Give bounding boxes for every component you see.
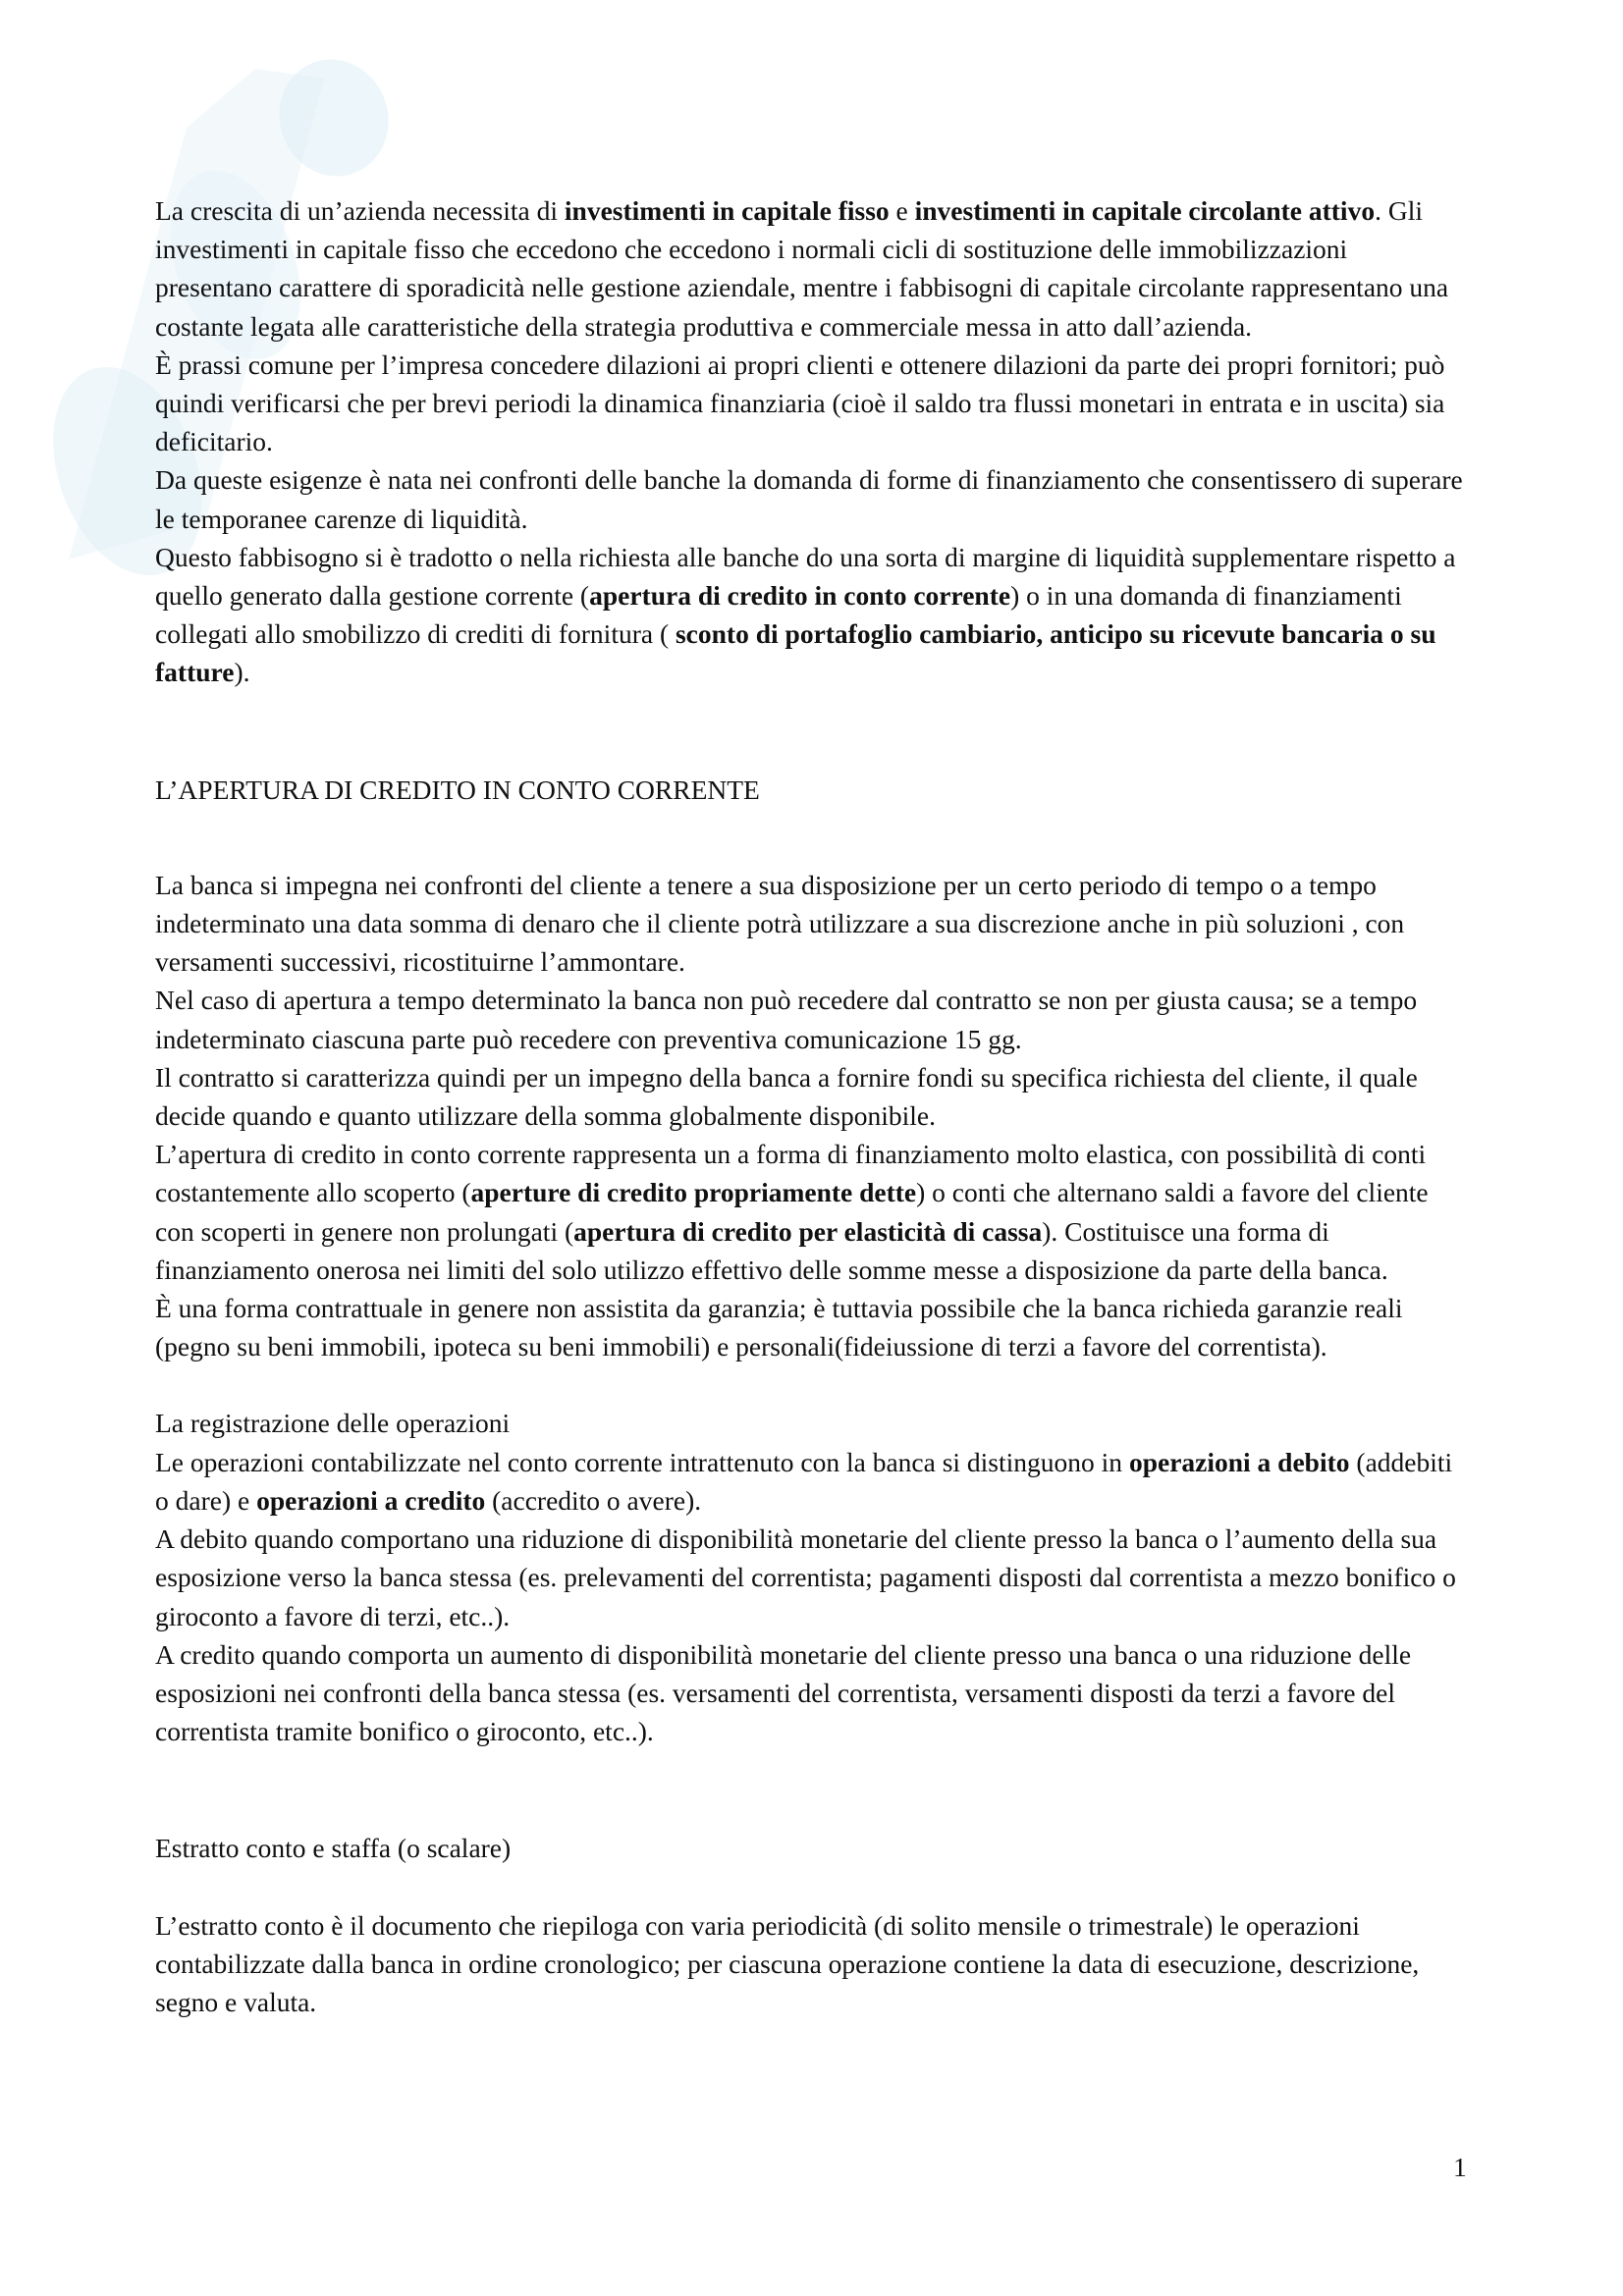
paragraph xyxy=(155,1135,1471,1289)
heading-registrazione: La registrazione delle operazioni xyxy=(155,1408,511,1439)
paragraph xyxy=(155,1289,1471,1365)
apertura-credito-section xyxy=(155,866,1471,1366)
paragraph xyxy=(155,460,1471,537)
text-run: ). Costituisce una forma di finanziamento onerosa nei limiti del solo utilizzo effettivo delle somme messe a disposizione da parte della banca. xyxy=(155,1215,1388,1285)
paragraph xyxy=(155,538,1471,692)
text-run: È prassi comune per l’impresa concedere dilazioni ai propri clienti e ottenere dilazioni da parte dei propri fornitori; può quindi verificarsi che per brevi periodi la dinamica finanziaria (cioè il saldo tra flussi monetari in entrata e in uscita) sia deficitario. xyxy=(155,348,1445,457)
text-run: L’estratto conto è il documento che riepiloga con varia periodicità (di solito mensile o trimestrale) le operazioni contabilizzate dalla banca in ordine cronologico; per ciascuna operazione contiene la data di esecuzione, descrizione, segno e valuta. xyxy=(155,1909,1420,2017)
text-run: e xyxy=(889,195,915,226)
bold-text: investimenti in capitale circolante attivo xyxy=(914,195,1376,226)
text-run: La banca si impegna nei confronti del cliente a tenere a sua disposizione per un certo periodo di tempo o a tempo indeterminato una data somma di denaro che il cliente potrà utilizzare a sua discrezione anche in più soluzioni , con versamenti successivi, ricostituirne l’ammontare. xyxy=(155,869,1405,978)
bold-text: sconto di portafoglio cambiario, anticipo su ricevute bancaria o su fatture xyxy=(155,618,1436,688)
paragraph xyxy=(155,981,1471,1057)
page-number: 1 xyxy=(1453,2152,1467,2182)
heading-estratto-conto: Estratto conto e staffa (o scalare) xyxy=(155,1833,512,1864)
text-run: Questo fabbisogno si è tradotto o nella richiesta alle banche do una sorta di margine di liquidità supplementare rispetto a quello generato dalla gestione corrente ( xyxy=(155,541,1456,612)
paragraph xyxy=(155,866,1471,982)
intro-section xyxy=(155,191,1471,692)
text-run: L’apertura di credito in conto corrente rappresenta un a forma di finanziamento molto elastica, con possibilità di conti costantemente allo scoperto ( xyxy=(155,1139,1427,1208)
text-run: . Gli investimenti in capitale fisso che eccedono che eccedono i normali cicli di sostituzione delle immobilizzazioni presentano carattere di sporadicità nelle gestione aziendale, mentre i fabbisogni di capitale circolante rappresentano una costante legata alle caratteristiche della strategia produttiva e commerciale messa in atto dall’azienda. xyxy=(155,195,1449,342)
paragraph xyxy=(155,1906,1471,2022)
text-run: È una forma contrattuale in genere non assistita da garanzia; è tuttavia possibile che la banca richieda garanzie reali (pegno su beni immobili, ipoteca su beni immobili) e personali(fideiussione di terzi a favore del correntista). xyxy=(155,1293,1403,1362)
text-run: A credito quando comporta un aumento di disponibilità monetarie del cliente presso una banca o una riduzione delle esposizioni nei confronti della banca stessa (es. versamenti del correntista, versamenti disposti da terzi a favore del correntista tramite bonifico o giroconto, etc..). xyxy=(155,1638,1412,1747)
text-run: ) o conti che alternano saldi a favore del cliente con scoperti in genere non prolungati ( xyxy=(155,1177,1429,1247)
text-run: (addebiti o dare) e xyxy=(155,1446,1453,1516)
registrazione-section xyxy=(155,1443,1471,1751)
paragraph xyxy=(155,346,1471,461)
paragraph xyxy=(155,1058,1471,1135)
bold-text: apertura di credito per elasticità di cassa xyxy=(573,1215,1043,1247)
paragraph xyxy=(155,191,1471,346)
paragraph xyxy=(155,1520,1471,1635)
text-run: ). xyxy=(234,657,250,688)
bold-text: aperture di credito propriamente dette xyxy=(470,1177,917,1208)
heading-apertura-credito: L’APERTURA DI CREDITO IN CONTO CORRENTE xyxy=(155,774,760,805)
text-run: Le operazioni contabilizzate nel conto corrente intrattenuto con la banca si distinguono in xyxy=(155,1446,1129,1477)
bold-text: operazioni a debito xyxy=(1128,1446,1350,1477)
text-run: Nel caso di apertura a tempo determinato la banca non può recedere dal contratto se non per giusta causa; se a tempo indeterminato ciascuna parte può recedere con preventiva comunicazione 15 gg. xyxy=(155,985,1418,1054)
text-run: A debito quando comportano una riduzione di disponibilità monetarie del cliente presso la banca o l’aumento della sua esposizione verso la banca stessa (es. prelevamenti del correntista; pagamenti disposti dal correntista a mezzo bonifico o giroconto a favore di terzi, etc..). xyxy=(155,1523,1456,1631)
bold-text: operazioni a credito xyxy=(256,1484,486,1516)
bold-text: apertura di credito in conto corrente xyxy=(589,580,1011,612)
text-run: La crescita di un’azienda necessita di xyxy=(155,195,565,226)
document-body xyxy=(155,191,1471,2021)
text-run: Il contratto si caratterizza quindi per un impegno della banca a fornire fondi su specifica richiesta del cliente, il quale decide quando e quanto utilizzare della somma globalmente disponibile. xyxy=(155,1061,1418,1132)
text-run: (accredito o avere). xyxy=(485,1484,702,1516)
estratto-conto-section xyxy=(155,1906,1471,2022)
text-run: Da queste esigenze è nata nei confronti delle banche la domanda di forme di finanziamento che consentissero di superare le temporanee carenze di liquidità. xyxy=(155,464,1463,534)
text-run: ) o in una domanda di finanziamenti collegati allo smobilizzo di crediti di fornitura ( xyxy=(155,580,1402,650)
paragraph xyxy=(155,1635,1471,1751)
paragraph xyxy=(155,1443,1471,1520)
bold-text: investimenti in capitale fisso xyxy=(564,195,890,226)
